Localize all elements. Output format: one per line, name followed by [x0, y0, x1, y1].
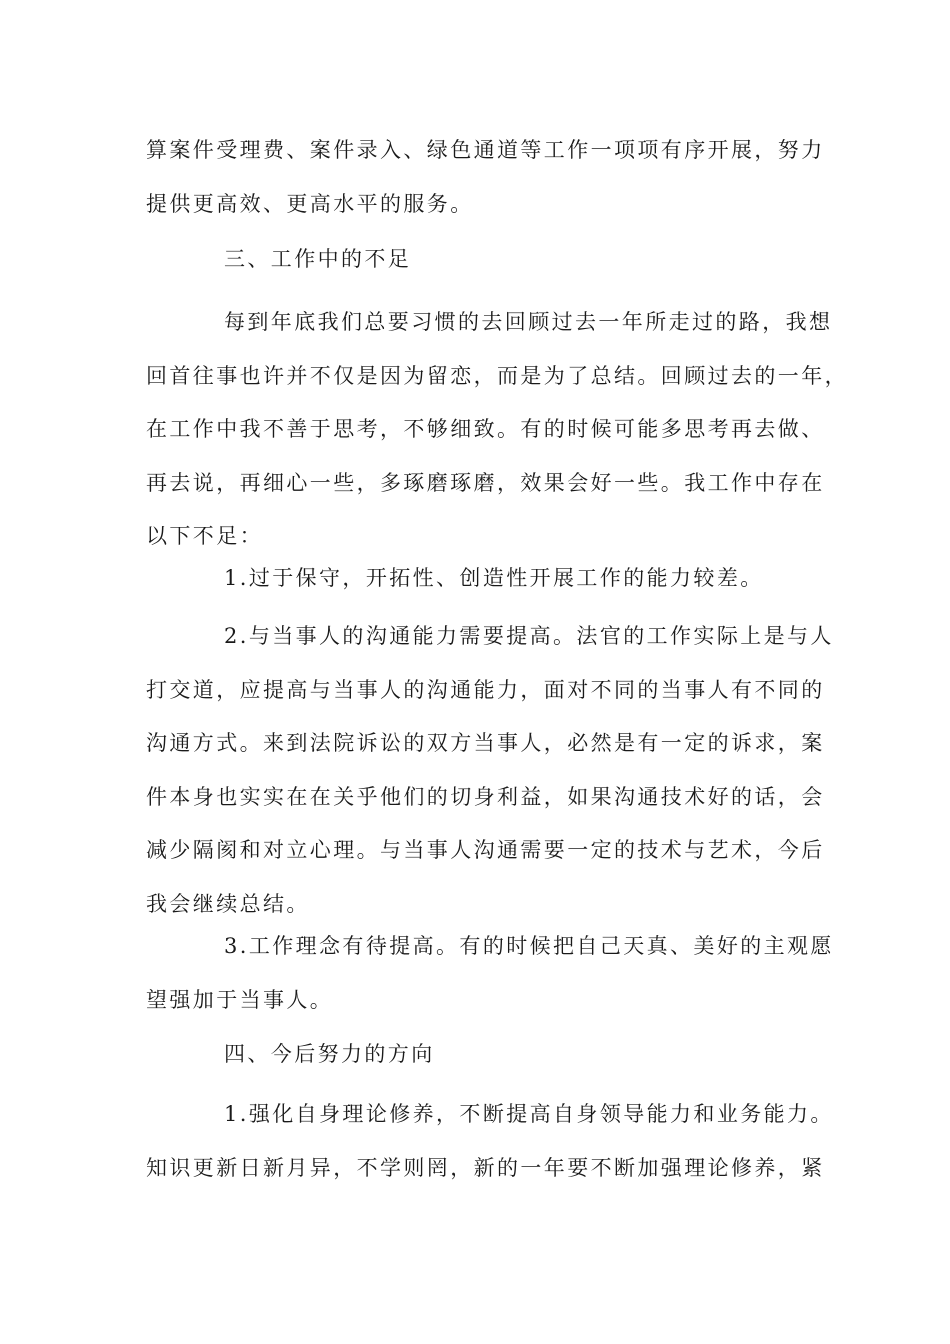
text-line: 提供更高效、更高水平的服务。 — [146, 191, 474, 216]
text-line: 我会继续总结。 — [146, 891, 310, 916]
text-line: 沟通方式。来到法院诉讼的双方当事人，必然是有一定的诉求，案 — [146, 731, 825, 755]
text-line: 望强加于当事人。 — [146, 987, 334, 1012]
section-heading-future-direction — [146, 1028, 806, 1082]
text-line: 每到年底我们总要习惯的去回顾过去一年所走过的路，我想 — [224, 310, 833, 334]
text-line: 以下不足： — [146, 524, 263, 548]
list-item-3-work-concept — [146, 920, 834, 1027]
text-line: 减少隔阂和对立心理。与当事人沟通需要一定的技术与艺术，今后 — [146, 838, 825, 862]
text-line: 3.工作理念有待提高。有的时候把自己天真、美好的主观愿 — [224, 934, 834, 958]
text-line: 1.强化自身理论修养，不断提高自身领导能力和业务能力。 — [224, 1102, 834, 1126]
text-line: 2.与当事人的沟通能力需要提高。法官的工作实际上是与人 — [224, 624, 834, 648]
list-item-1-conservative — [146, 552, 806, 606]
list-item-1-theory — [146, 1088, 834, 1195]
text-line: 打交道，应提高与当事人的沟通能力，面对不同的当事人有不同的 — [146, 677, 825, 702]
section-heading: 三、工作中的不足 — [224, 247, 412, 271]
text-line: 回首往事也许并不仅是因为留恋，而是为了总结。回顾过去的一年， — [146, 363, 848, 388]
text-line: 在工作中我不善于思考，不够细致。有的时候可能多思考再去做、 — [146, 417, 825, 441]
section-heading-shortcomings — [146, 233, 806, 287]
text-line: 算案件受理费、案件录入、绿色通道等工作一项项有序开展，努力 — [146, 138, 825, 162]
section-heading: 四、今后努力的方向 — [224, 1042, 435, 1066]
paragraph-service-continuation — [146, 124, 825, 231]
text-line: 件本身也实实在在关乎他们的切身利益，如果沟通技术好的话，会 — [146, 784, 825, 809]
text-line: 1.过于保守，开拓性、创造性开展工作的能力较差。 — [224, 566, 764, 590]
text-line: 知识更新日新月异，不学则罔，新的一年要不断加强理论修养，紧 — [146, 1155, 825, 1180]
text-line: 再去说，再细心一些，多琢磨琢磨，效果会好一些。我工作中存在 — [146, 470, 825, 495]
list-item-2-communication — [146, 610, 834, 931]
paragraph-year-review — [146, 296, 848, 564]
